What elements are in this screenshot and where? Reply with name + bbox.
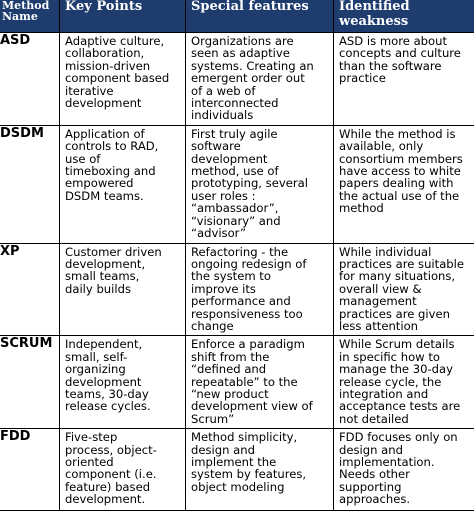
- weakness-text: FDD focuses only on design and implementation. Needs other supporting approaches.: [339, 431, 474, 505]
- weakness-cell: [334, 429, 474, 511]
- key-points-text: Customer driven development, small teams, daily builds: [65, 246, 181, 296]
- method-cell: FDD: [0, 429, 60, 511]
- header-key-points: Key Points: [60, 0, 186, 33]
- method-cell: ASD: [0, 33, 60, 126]
- header-method-name: Method Name: [0, 0, 60, 33]
- key-points-cell: [60, 336, 186, 429]
- header-identified-weakness: Identified weakness: [334, 0, 474, 33]
- weakness-cell: [334, 125, 474, 243]
- special-features-cell: [186, 429, 334, 511]
- key-points-text: Adaptive culture, collaboration, mission-driven component based iterative development: [65, 35, 181, 109]
- special-features-text: First truly agile software development method, use of prototyping, several user roles : “ambassador”, “visionary” and “advisor”: [191, 128, 329, 240]
- key-points-cell: [60, 125, 186, 243]
- key-points-cell: [60, 33, 186, 126]
- weakness-text: While individual practices are suitable for many situations, overall view & management practices are given less attention: [339, 246, 474, 333]
- table-body: [0, 33, 474, 511]
- special-features-text: Enforce a paradigm shift from the “defined and repeatable” to the “new product development view of Scrum”: [191, 338, 329, 425]
- special-features-text: Organizations are seen as adaptive systems. Creating an emergent order out of a web of interconnected individuals: [191, 35, 329, 122]
- weakness-text: While the method is available, only consortium members have access to white papers dealing with the actual use of the method: [339, 128, 474, 215]
- weakness-cell: [334, 336, 474, 429]
- key-points-cell: [60, 243, 186, 336]
- special-features-cell: [186, 336, 334, 429]
- method-cell: SCRUM: [0, 336, 60, 429]
- weakness-cell: [334, 33, 474, 126]
- table-row-fdd: [0, 429, 474, 511]
- weakness-text: ASD is more about concepts and culture than the software practice: [339, 35, 474, 85]
- key-points-cell: [60, 429, 186, 511]
- special-features-text: Refactoring - the ongoing redesign of the system to improve its performance and responsiveness too change: [191, 246, 329, 333]
- special-features-text: Method simplicity, design and implement the system by features, object modeling: [191, 431, 329, 493]
- header-row: [0, 0, 474, 33]
- header-special-features: Special features: [186, 0, 334, 33]
- special-features-cell: [186, 33, 334, 126]
- table-header: [0, 0, 474, 33]
- special-features-cell: [186, 243, 334, 336]
- weakness-text: While Scrum details in specific how to manage the 30-day release cycle, the integration and acceptance tests are not detailed: [339, 338, 474, 425]
- key-points-text: Independent, small, self- organizing development teams, 30-day release cycles.: [65, 338, 181, 412]
- table-row-dsdm: [0, 125, 474, 243]
- method-cell: DSDM: [0, 125, 60, 243]
- special-features-cell: [186, 125, 334, 243]
- table-row-xp: [0, 243, 474, 336]
- key-points-text: Five-step process, object- oriented component (i.e. feature) based development.: [65, 431, 181, 505]
- key-points-text: Application of controls to RAD, use of timeboxing and empowered DSDM teams.: [65, 128, 181, 202]
- table-row-scrum: [0, 336, 474, 429]
- weakness-cell: [334, 243, 474, 336]
- table-row-asd: [0, 33, 474, 126]
- method-cell: XP: [0, 243, 60, 336]
